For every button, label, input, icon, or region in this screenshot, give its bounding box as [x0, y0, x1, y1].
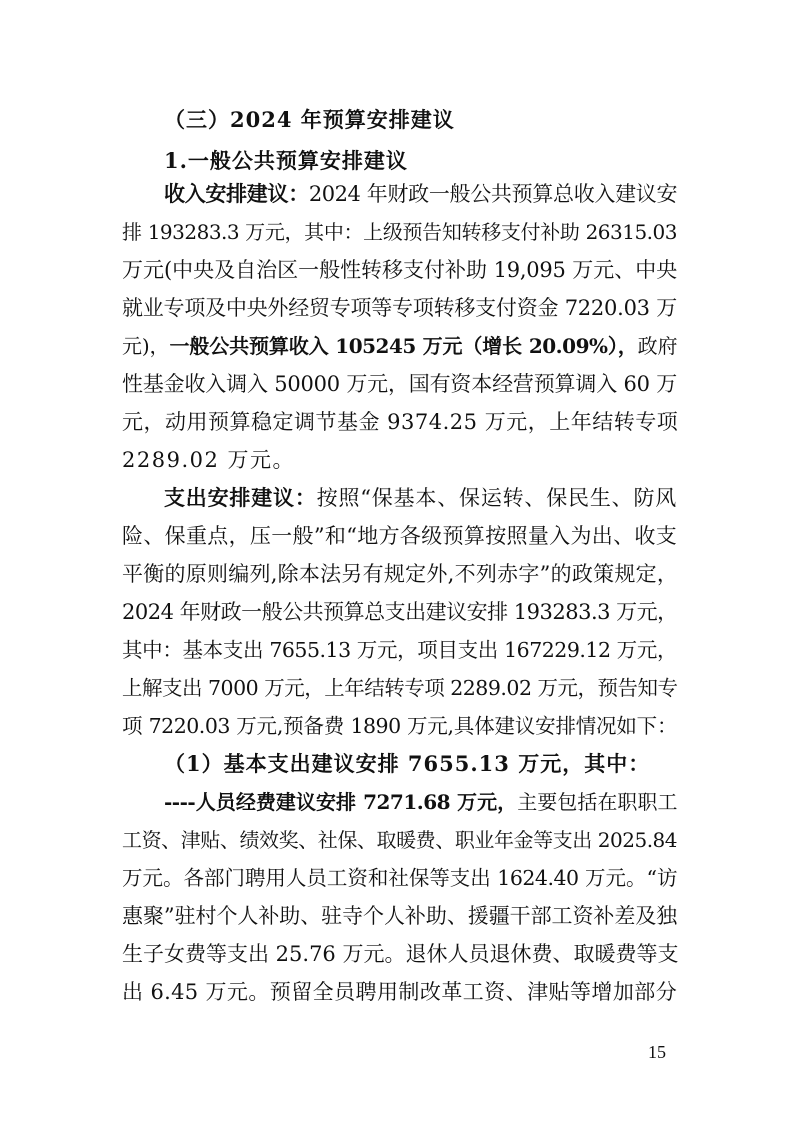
revenue-line-4: 就业专项及中央外经贸专项等专项转移支付资金 7220.03 万 [122, 296, 677, 320]
personnel-label: ----人员经费建议安排 7271.68 万元， [164, 790, 518, 814]
personnel-line-2: 工资、津贴、绩效奖、社保、取暖费、职业年金等支出 2025.84 [122, 828, 677, 852]
expenditure-line-3: 平衡的原则编列,除本法另有规定外,不列赤字”的政策规定， [122, 562, 679, 586]
expenditure-label: 支出安排建议： [164, 485, 317, 510]
personnel-line-1: ----人员经费建议安排 7271.68 万元，主要包括在职职工 [164, 790, 678, 814]
revenue-line-5: 元)，一般公共预算收入 105245 万元（增长 20.09%），政府 [122, 334, 678, 358]
expenditure-line-7: 项 7220.03 万元,预备费 1890 万元,具体建议安排情况如下： [122, 714, 677, 738]
expenditure-line-1: 支出安排建议：按照“保基本、保运转、保民生、防风 [164, 485, 678, 510]
revenue-line-7: 元，动用预算稳定调节基金 9374.25 万元，上年结转专项 [122, 410, 679, 434]
revenue-line-2: 排 193283.3 万元，其中：上级预告知转移支付补助 26315.03 [122, 220, 677, 244]
revenue-line-1: 收入安排建议：2024 年财政一般公共预算总收入建议安 [164, 181, 678, 206]
revenue-line-8: 2289.02 万元。 [122, 448, 296, 472]
expenditure-line-5: 其中：基本支出 7655.13 万元，项目支出 167229.12 万元， [122, 638, 677, 662]
general-budget-revenue: 一般公共预算收入 105245 万元（增长 20.09%）， [169, 334, 638, 358]
revenue-line-6: 性基金收入调入 50000 万元，国有资本经营预算调入 60 万 [122, 372, 677, 396]
sub-heading: 1.一般公共预算安排建议 [164, 148, 408, 173]
page-number: 15 [648, 1042, 666, 1062]
revenue-label: 收入安排建议： [164, 181, 309, 206]
personnel-line-3: 万元。各部门聘用人员工资和社保等支出 1624.40 万元。“访 [122, 866, 677, 890]
basic-expenditure-heading: （1）基本支出建议安排 7655.13 万元，其中： [164, 751, 651, 776]
personnel-line-6: 出 6.45 万元。预留全员聘用制改革工资、津贴等增加部分 [122, 980, 677, 1004]
personnel-line-4: 惠聚”驻村个人补助、驻寺个人补助、援疆干部工资补差及独 [122, 904, 677, 928]
expenditure-line-6: 上解支出 7000 万元，上年结转专项 2289.02 万元，预告知专 [122, 676, 678, 700]
section-heading: （三）2024 年预算安排建议 [164, 107, 455, 132]
expenditure-line-2: 险、保重点，压一般”和“地方各级预算按照量入为出、收支 [122, 524, 677, 548]
revenue-line-3: 万元(中央及自治区一般性转移支付补助 19,095 万元、中央 [122, 258, 677, 282]
expenditure-line-4: 2024 年财政一般公共预算总支出建议安排 193283.3 万元， [122, 600, 678, 624]
personnel-line-5: 生子女费等支出 25.76 万元。退休人员退休费、取暖费等支 [122, 942, 679, 966]
